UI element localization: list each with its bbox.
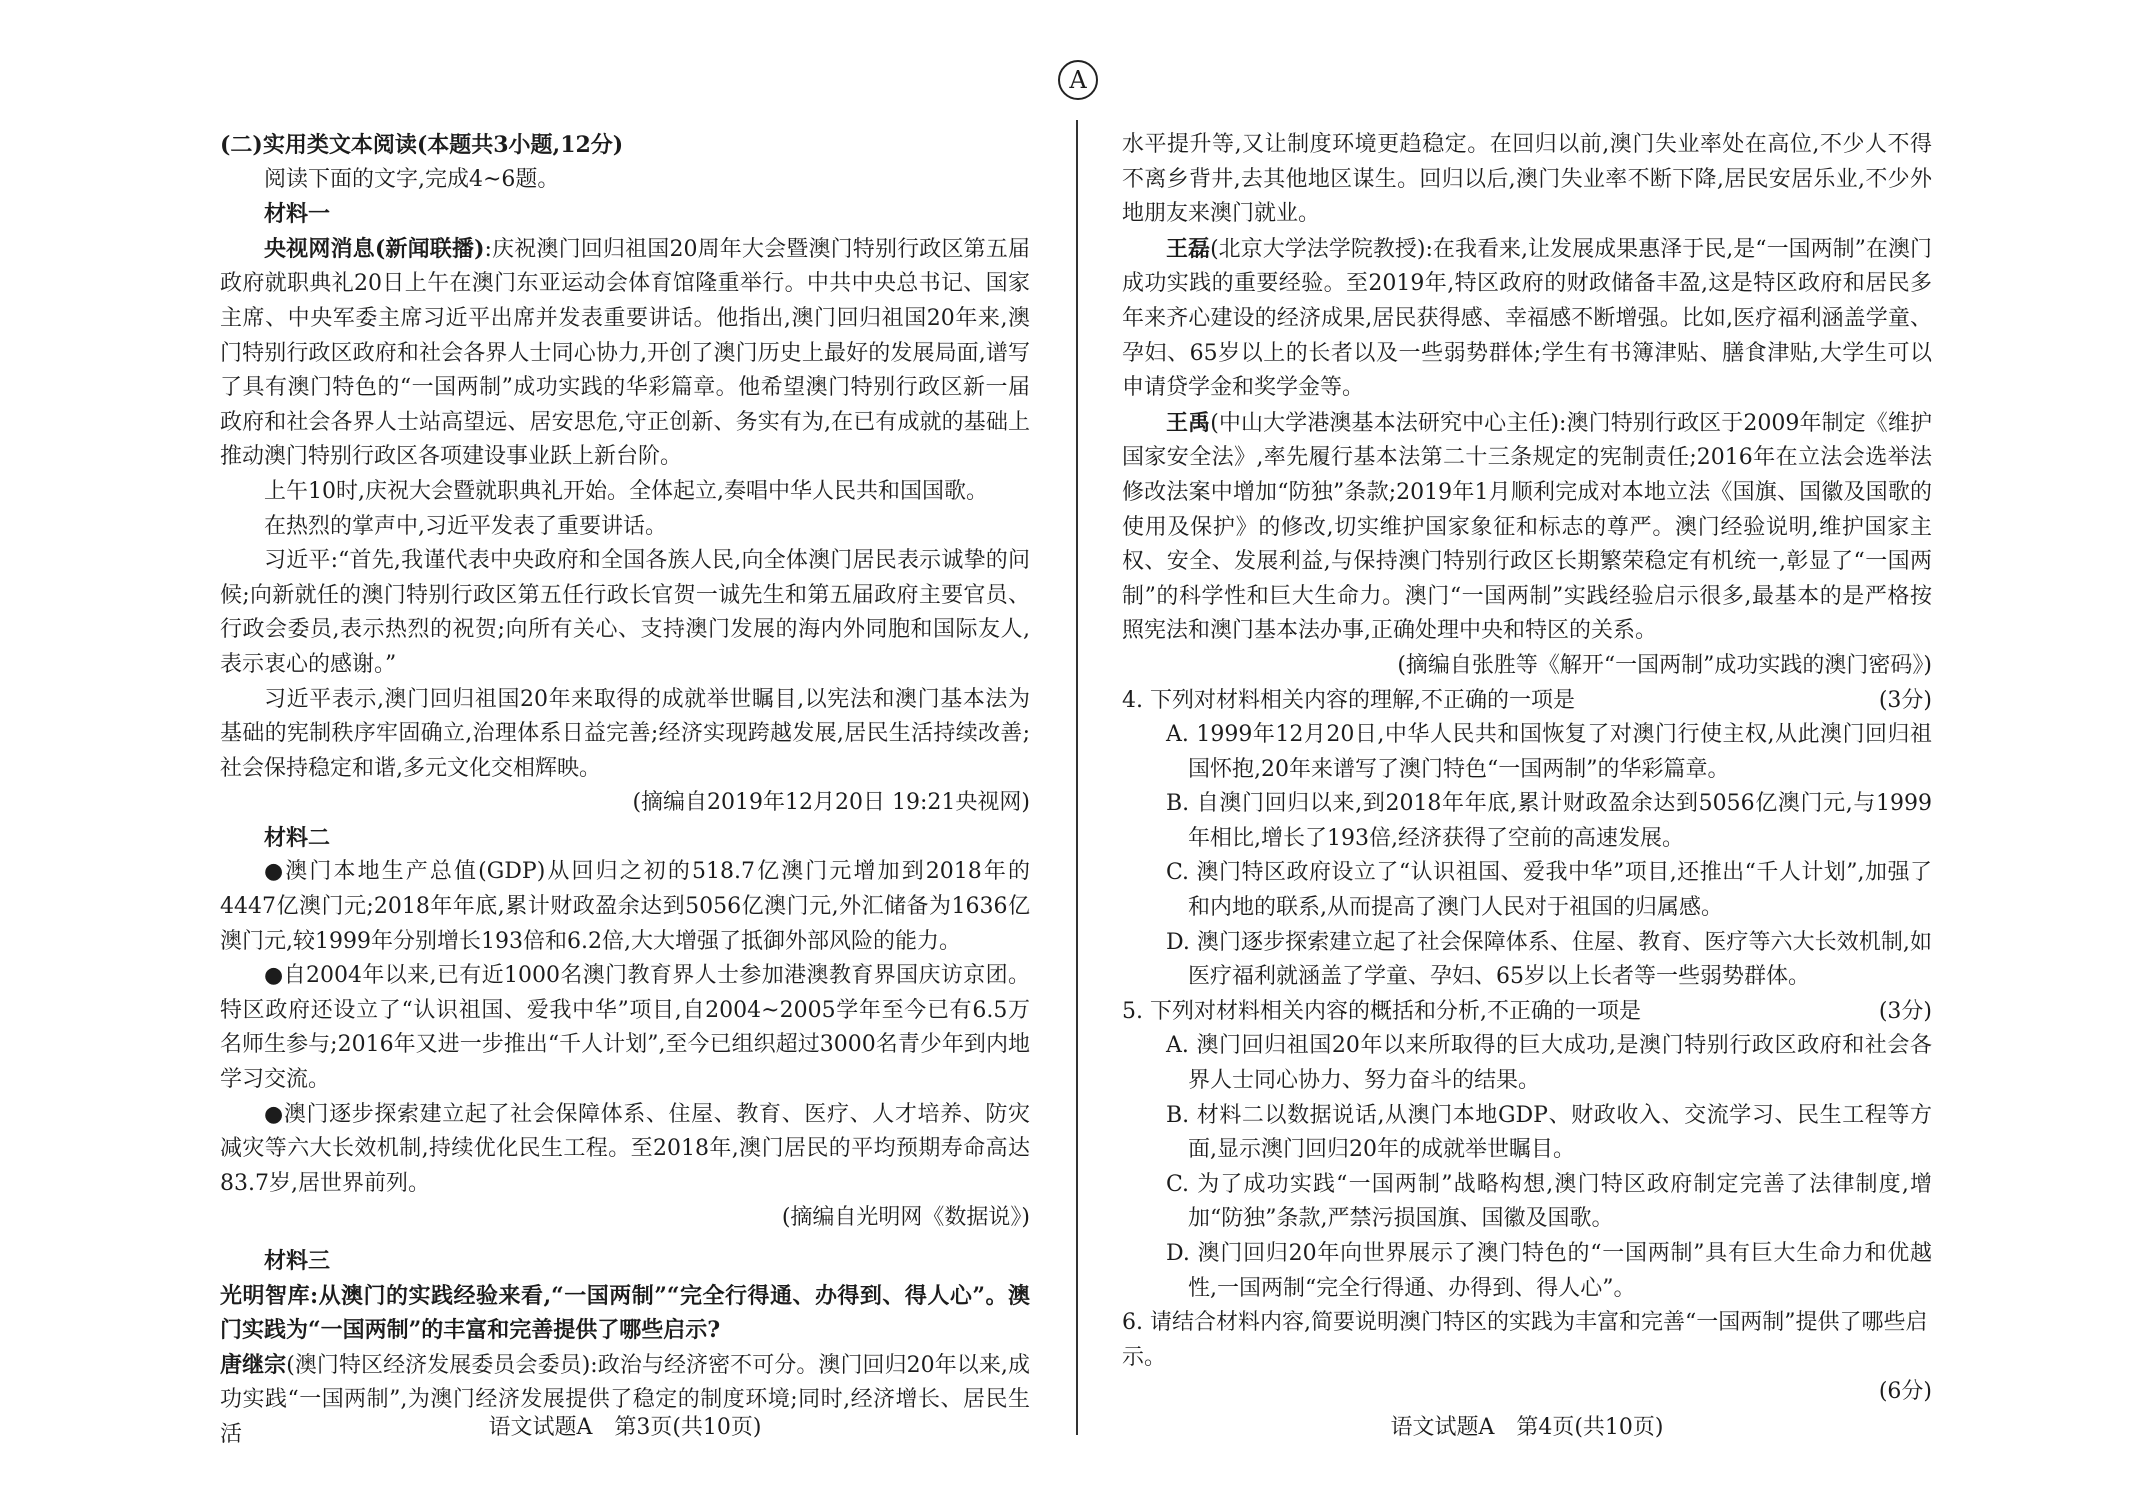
q4-option-b: B. 自澳门回归以来,到2018年年底,累计财政盈余达到5056亿澳门元,与1999年相比,增长了193倍,经济获得了空前的高速发展。 <box>1166 791 1932 851</box>
q4-option-a: A. 1999年12月20日,中华人民共和国恢复了对澳门行使主权,从此澳门回归祖国怀抱,20年来谱写了澳门特色“一国两制”的华彩篇章。 <box>1166 722 1932 782</box>
question-stem: 4. 下列对材料相关内容的理解,不正确的一项是 <box>1122 687 1575 713</box>
speaker-name: 王禹 <box>1166 409 1211 436</box>
question-stem: 5. 下列对材料相关内容的概括和分析,不正确的一项是 <box>1122 998 1641 1024</box>
question-6-score: (6分) <box>1878 1379 1932 1405</box>
q4-option-c: C. 澳门特区政府设立了“认识祖国、爱我中华”项目,还推出“千人计划”,加强了和内地的联系,从而提高了澳门人民对于祖国的归属感。 <box>1166 860 1932 921</box>
left-page <box>220 128 1030 1453</box>
question-score: (3分) <box>1878 687 1932 713</box>
right-page <box>1122 128 1932 1410</box>
material-1-para-5: 习近平表示,澳门回归祖国20年来取得的成就举世瞩目,以宪法和澳门基本法为基础的宪制秩序牢固确立,治理体系日益完善;经济实现跨越发展,居民生活持续改善;社会保持稳定和谐,多元文化交相辉映。 <box>220 686 1030 781</box>
material-2-para-1: ●澳门本地生产总值(GDP)从回归之初的518.7亿澳门元增加到2018年的4447亿澳门元;2018年年底,累计财政盈余达到5056亿澳门元,外汇储备为1636亿澳门元,较1999年分别增长193倍和6.2倍,大大增强了抵御外部风险的能力。 <box>220 859 1030 954</box>
question-6-stem: 6. 请结合材料内容,简要说明澳门特区的实践为丰富和完善“一国两制”提供了哪些启示。 <box>1122 1310 1928 1370</box>
page-divider <box>1076 120 1078 1435</box>
source-lead: 央视网消息(新闻联播) <box>264 235 485 262</box>
section-title: (二)实用类文本阅读(本题共3小题,12分) <box>220 132 624 158</box>
q5-option-d: D. 澳门回归20年向世界展示了澳门特色的“一国两制”具有巨大生命力和优越性,一国两制“完全行得通、办得到、得人心”。 <box>1166 1241 1932 1301</box>
material-3-para-wangyu <box>1122 406 1932 649</box>
para-text: (中山大学港澳基本法研究中心主任):澳门特别行政区于2009年制定《维护国家安全法》,率先履行基本法第二十三条规定的宪制责任;2016年在立法会选举法修改法案中增加“防独”条款;2019年1月顺利完成对本地立法《国旗、国徽及国歌的使用及保护》的修改,切实维护国家象征和标志的尊严。澳门经验说明,维护国家主权、安全、发展利益,与保持澳门特别行政区长期繁荣稳定有机统一,彰显了“一国两制”的科学性和巨大生命力。澳门“一国两制”实践经验启示很多,最基本的是严格按照宪法和澳门基本法办事,正确处理中央和特区的关系。 <box>1122 410 1932 644</box>
material-3-source: (摘编自张胜等《解开“一国两制”成功实践的澳门密码》) <box>1397 652 1932 678</box>
para-text: (澳门特区经济发展委员会委员):政治与经济密不可分。澳门回归20年以来,成功实践“一国两制”,为澳门经济发展提供了稳定的制度环境;同时,经济增长、居民生活 <box>220 1352 1030 1447</box>
material-1-para-1 <box>220 232 1030 475</box>
q4-option-d: D. 澳门逐步探索建立起了社会保障体系、住屋、教育、医疗等六大长效机制,如医疗福利就涵盖了学童、孕妇、65岁以上长者等一些弱势群体。 <box>1166 929 1932 990</box>
question-score: (3分) <box>1878 998 1932 1024</box>
q5-option-b: B. 材料二以数据说话,从澳门本地GDP、财政收入、交流学习、民生工程等方面,显示澳门回归20年的成就举世瞩目。 <box>1166 1102 1932 1163</box>
paper-version-badge: A <box>1058 60 1098 100</box>
material-1-para-4: 习近平:“首先,我谨代表中央政府和全国各族人民,向全体澳门居民表示诚挚的问候;向新就任的澳门特别行政区第五任行政长官贺一诚先生和第五届政府主要官员、行政会委员,表示热烈的祝贺;向所有关心、支持澳门发展的海内外同胞和国际友人,表示衷心的感谢。” <box>220 548 1030 677</box>
material-1-title: 材料一 <box>264 201 331 228</box>
material-2-title: 材料二 <box>264 824 331 851</box>
right-page-footer: 语文试题A 第4页(共10页) <box>1390 1415 1664 1440</box>
instruction: 阅读下面的文字,完成4~6题。 <box>264 166 560 192</box>
speaker-name: 唐继宗 <box>220 1351 287 1378</box>
material-3-para-wanglei <box>1122 232 1932 406</box>
left-page-footer: 语文试题A 第3页(共10页) <box>488 1415 762 1440</box>
question-4 <box>1122 684 1932 719</box>
material-1-source: (摘编自2019年12月20日 19:21央视网) <box>632 790 1030 816</box>
speaker-name: 王磊 <box>1166 235 1211 262</box>
material-2-source: (摘编自光明网《数据说》) <box>781 1205 1030 1231</box>
material-1-para-2: 上午10时,庆祝大会暨就职典礼开始。全体起立,奏唱中华人民共和国国歌。 <box>264 478 988 504</box>
para-text: (北京大学法学院教授):在我看来,让发展成果惠泽于民,是“一国两制”在澳门成功实践的重要经验。至2019年,特区政府的财政储备丰盈,这是特区政府和居民多年来齐心建设的经济成果,居民获得感、幸福感不断增强。比如,医疗福利涵盖学童、孕妇、65岁以上的长者以及一些弱势群体;学生有书簿津贴、膳食津贴,大学生可以申请贷学金和奖学金等。 <box>1122 236 1932 401</box>
q5-option-a: A. 澳门回归祖国20年以来所取得的巨大成功,是澳门特别行政区政府和社会各界人士同心协力、努力奋斗的结果。 <box>1166 1033 1932 1094</box>
question-5 <box>1122 995 1932 1030</box>
material-1-para-3: 在热烈的掌声中,习近平发表了重要讲话。 <box>264 513 667 539</box>
material-3-para-cont: 水平提升等,又让制度环境更趋稳定。在回归以前,澳门失业率处在高位,不少人不得不离乡背井,去其他地区谋生。回归以后,澳门失业率不断下降,居民安居乐业,不少外地朋友来澳门就业。 <box>1122 132 1932 227</box>
material-2-para-2: ●自2004年以来,已有近1000名澳门教育界人士参加港澳教育界国庆访京团。特区政府还设立了“认识祖国、爱我中华”项目,自2004~2005学年至今已有6.5万名师生参与;2016年又进一步推出“千人计划”,至今已组织超过3000名青少年到内地学习交流。 <box>220 963 1030 1093</box>
material-3-question: 光明智库:从澳门的实践经验来看,“一国两制”“完全行得通、办得到、得人心”。澳门实践为“一国两制”的丰富和完善提供了哪些启示? <box>220 1282 1030 1344</box>
material-2-para-3: ●澳门逐步探索建立起了社会保障体系、住屋、教育、医疗、人才培养、防灾减灾等六大长效机制,持续优化民生工程。至2018年,澳门居民的平均预期寿命高达83.7岁,居世界前列。 <box>220 1101 1030 1196</box>
para-text: :庆祝澳门回归祖国20周年大会暨澳门特别行政区第五届政府就职典礼20日上午在澳门东亚运动会体育馆隆重举行。中共中央总书记、国家主席、中央军委主席习近平出席并发表重要讲话。他指出,澳门回归祖国20年来,澳门特别行政区政府和社会各界人士同心协力,开创了澳门历史上最好的发展局面,谱写了具有澳门特色的“一国两制”成功实践的华彩篇章。他希望澳门特别行政区新一届政府和社会各界人士站高望远、居安思危,守正创新、务实有为,在已有成就的基础上推动澳门特别行政区各项建设事业跃上新台阶。 <box>220 236 1030 470</box>
material-3-title: 材料三 <box>264 1248 331 1274</box>
q5-option-c: C. 为了成功实践“一国两制”战略构想,澳门特区政府制定完善了法律制度,增加“防独”条款,严禁污损国旗、国徽及国歌。 <box>1166 1171 1932 1232</box>
